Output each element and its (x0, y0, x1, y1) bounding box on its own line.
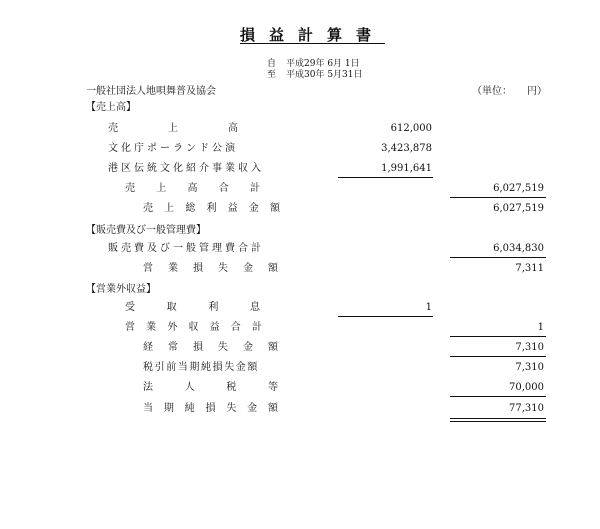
total-rule (450, 257, 546, 258)
row-polish-amount: 3,423,878 (381, 143, 432, 154)
char: 損 (193, 263, 203, 274)
row-polish-label: 文化庁ポーランド公演 (108, 143, 238, 154)
char: 失 (218, 342, 228, 353)
unit-label: （単位： 円） (472, 86, 547, 97)
total-rule (450, 197, 546, 198)
char: 経 (143, 342, 153, 353)
period-to: 平成30年 5月31日 (286, 70, 363, 80)
char: 損 (205, 403, 216, 414)
char: 合 (230, 322, 241, 333)
char: 金 (248, 203, 259, 214)
period-from-label: 自 (267, 59, 277, 69)
section-non-operating: 【営業外収益】 (86, 284, 156, 295)
char: 息 (249, 302, 260, 313)
total-rule (450, 396, 546, 397)
row-pretax-loss-amount: 7,310 (515, 362, 544, 373)
row-minato-label: 港区伝統文化紹介事業収入 (108, 163, 264, 174)
double-rule-bottom (450, 421, 546, 422)
char: 純 (184, 403, 195, 414)
char: 上 (156, 183, 167, 194)
row-operating-loss-amount: 7,311 (515, 263, 544, 274)
char: 受 (125, 302, 135, 313)
row-ordinary-loss-label (143, 342, 278, 354)
row-non-op-total-label (125, 322, 262, 334)
char: 失 (218, 263, 228, 274)
row-corp-tax-amount: 70,000 (509, 382, 544, 393)
row-sales-label (108, 123, 238, 135)
row-sales-total-amount: 6,027,519 (493, 183, 544, 194)
row-gross-profit-label (143, 203, 280, 215)
char: 人 (184, 382, 195, 393)
char: 法 (143, 382, 153, 393)
char: 計 (251, 322, 262, 333)
char: 総 (185, 203, 196, 214)
document-title: 損益計算書 (240, 26, 386, 44)
total-rule (450, 336, 546, 337)
row-sales-amount: 612,000 (390, 123, 432, 134)
char: 利 (208, 302, 219, 313)
char: 額 (267, 403, 278, 414)
char: 額 (268, 342, 278, 353)
row-sales-total-label (125, 183, 260, 195)
char: 額 (269, 203, 280, 214)
char: 当 (143, 403, 153, 414)
char: 益 (209, 322, 220, 333)
row-minato-amount: 1,991,641 (381, 163, 432, 174)
row-ordinary-loss-amount: 7,310 (515, 342, 544, 353)
period-to-label: 至 (267, 70, 277, 80)
char: 上 (168, 123, 178, 134)
row-sga-total-amount: 6,034,830 (493, 243, 544, 254)
row-interest-amount: 1 (425, 302, 432, 313)
row-corp-tax-label (143, 382, 278, 394)
char: 業 (146, 322, 157, 333)
char: 取 (166, 302, 177, 313)
char: 常 (168, 342, 178, 353)
char: 収 (188, 322, 199, 333)
char: 金 (247, 403, 258, 414)
char: 失 (226, 403, 237, 414)
char: 期 (163, 403, 174, 414)
row-operating-loss-label (143, 263, 278, 275)
char: 金 (243, 342, 253, 353)
row-gross-profit-amount: 6,027,519 (493, 203, 544, 214)
char: 売 (125, 183, 135, 194)
subtotal-rule (338, 316, 433, 317)
period-from: 平成29年 6月 1日 (286, 59, 360, 69)
char: 損 (193, 342, 203, 353)
char: 金 (243, 263, 253, 274)
total-rule (450, 356, 546, 357)
char: 等 (267, 382, 278, 393)
char: 利 (206, 203, 217, 214)
char: 売 (143, 203, 153, 214)
subtotal-rule (338, 177, 433, 178)
char: 高 (228, 123, 238, 134)
row-sga-total-label: 販売費及び一般管理費合計 (108, 243, 264, 254)
double-rule-top (450, 418, 546, 419)
char: 計 (250, 183, 260, 194)
char: 税 (226, 382, 237, 393)
row-interest-label (125, 302, 260, 314)
organization-name: 一般社団法人地唄舞普及協会 (86, 86, 216, 97)
char: 額 (268, 263, 278, 274)
char: 営 (143, 263, 153, 274)
row-non-op-total-amount: 1 (537, 322, 544, 333)
section-sales: 【売上高】 (86, 102, 136, 113)
row-pretax-loss-label: 税引前当期純損失金額 (143, 362, 259, 373)
section-sga: 【販売費及び一般管理費】 (86, 225, 206, 236)
row-net-loss-label (143, 403, 278, 415)
char: 外 (167, 322, 178, 333)
char: 上 (164, 203, 175, 214)
char: 合 (218, 183, 229, 194)
char: 高 (187, 183, 198, 194)
char: 営 (125, 322, 135, 333)
char: 益 (227, 203, 238, 214)
char: 業 (168, 263, 178, 274)
row-net-loss-amount: 77,310 (509, 403, 544, 414)
char: 売 (108, 123, 118, 134)
